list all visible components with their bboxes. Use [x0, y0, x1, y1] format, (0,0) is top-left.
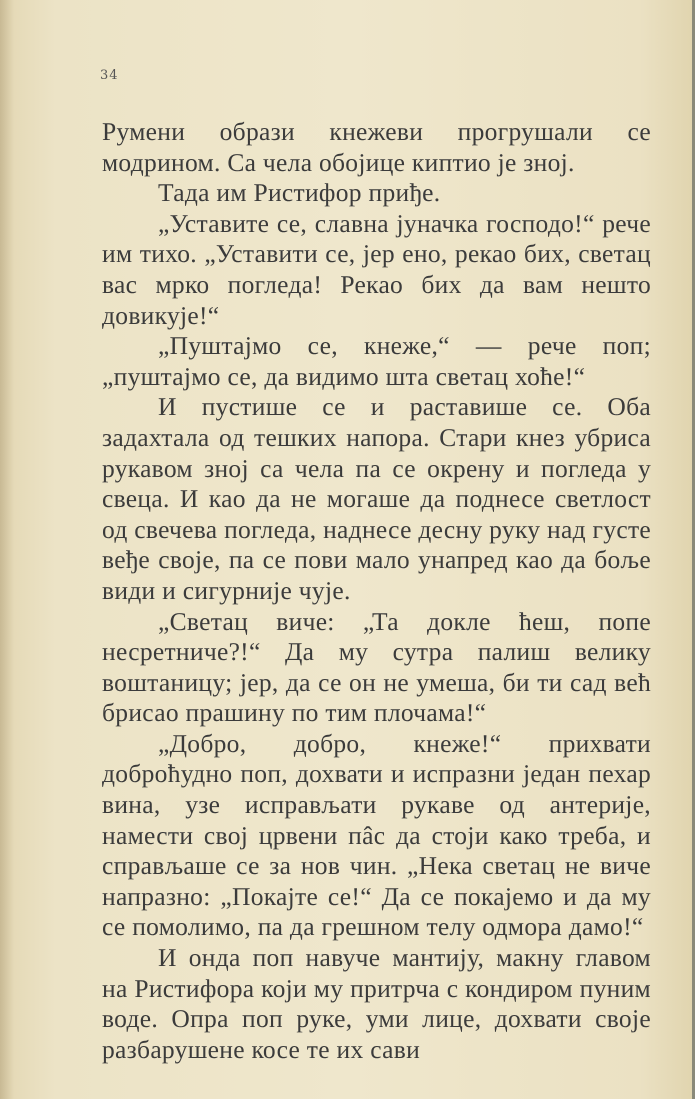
paragraph-2: Тада им Ристифор приђе.: [158, 178, 441, 208]
page-gutter-shadow: [0, 0, 14, 1099]
paragraph-5: И пустише се и раставише се. Оба задахтала од тешких напора. Стари кнез убриса рукавом зној са чела па се окрену и погледа у свеца. И као да не могаше да поднесе светлост од свечева погледа, наднесе десну руку над густе веђе своје, па се пови мало унапред као да боље види и сигурније чује.: [102, 392, 652, 605]
paragraph-4: „Пуштајмо се, кнеже,“ — рече поп; „пуштајмо се, да видимо шта светац хоће!“: [102, 331, 651, 391]
paragraph-8: И онда поп навуче мантију, макну главом на Ристифора који му притрча с кондиром пуним воде. Опра поп руке, уми лице, дохвати своје разбарушене косе те их сави: [102, 943, 651, 1064]
paragraph-7: „Добро, добро, кнеже!“ прихвати доброћудно поп, дохвати и испразни један пехар вина, узе исправљати рукаве од антерије, намести свој црвени пâс да стоји како треба, и справљаше се за нов чин. „Нека светац не виче напразно: „Покајте се!“ Да се покајемо и да му се помолимо, па да грешном телу одмора дамо!“: [102, 728, 651, 942]
paragraph-3: „Уставите се, славна јуначка господо!“ рече им тихо. „Уставити се, јер ено, рекао бих, светац вас мрко погледа! Рекао бих да вам нешто довикује!“: [102, 208, 651, 330]
page-number: 34: [100, 68, 119, 83]
body-text: [102, 117, 651, 1065]
paragraph-1: Румени образи кнежеви прогрушали се модрином. Са чела обојице киптио је зној.: [102, 117, 651, 177]
paragraph-6: „Светац виче: „Та докле ћеш, попе несретниче?!“ Да му сутра палиш велику воштаницу; јер, да се он не умеша, би ти сад већ брисао прашину по тим плочама!“: [102, 606, 651, 728]
